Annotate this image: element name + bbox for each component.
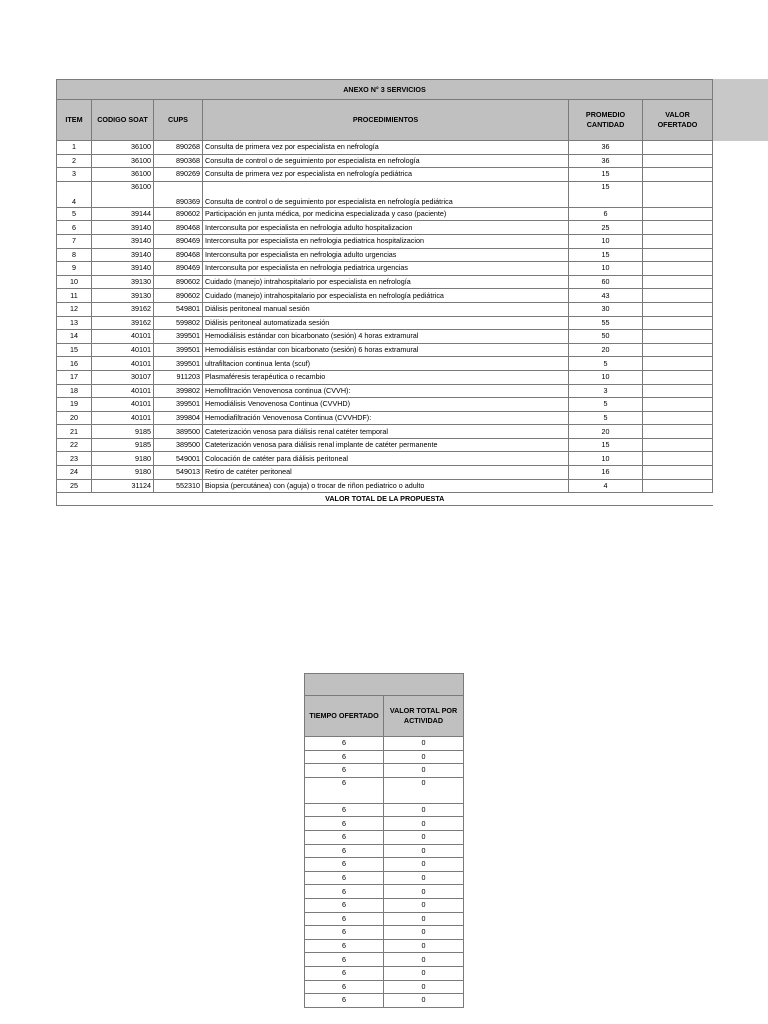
header-valor-ofertado: VALOR OFERTADO bbox=[643, 100, 713, 141]
services-table bbox=[56, 79, 713, 506]
sub-table-row bbox=[305, 830, 464, 844]
procedimiento-cell: Cuidado (manejo) intrahospitalario por especialista en nefrología pediátrica bbox=[203, 289, 569, 303]
cups-cell: 399804 bbox=[154, 411, 203, 425]
promedio-cantidad-cell: 30 bbox=[569, 302, 643, 316]
item-cell: 23 bbox=[57, 452, 92, 466]
table-row bbox=[57, 384, 713, 398]
procedimiento-cell: ultrafiltacion continua lenta (scuf) bbox=[203, 357, 569, 371]
item-cell: 14 bbox=[57, 330, 92, 344]
cups-cell: 552310 bbox=[154, 479, 203, 493]
tiempo-ofertado-cell: 6 bbox=[305, 898, 384, 912]
valor-ofertado-cell bbox=[643, 141, 713, 155]
promedio-cantidad-cell: 10 bbox=[569, 262, 643, 276]
promedio-cantidad-cell: 10 bbox=[569, 452, 643, 466]
codigo-soat-cell: 39162 bbox=[92, 302, 154, 316]
valor-total-cell: 0 bbox=[384, 750, 464, 764]
promedio-cantidad-cell: 15 bbox=[569, 248, 643, 262]
item-cell: 15 bbox=[57, 343, 92, 357]
procedimiento-cell: Cateterización venosa para diálisis renal catéter temporal bbox=[203, 425, 569, 439]
procedimiento-cell: Consulta de primera vez por especialista en nefrología pediátrica bbox=[203, 168, 569, 182]
procedimiento-cell: Hemodiálisis estándar con bicarbonato (sesión) 4 horas extramural bbox=[203, 330, 569, 344]
table-row bbox=[57, 357, 713, 371]
codigo-soat-cell: 39144 bbox=[92, 207, 154, 221]
valor-ofertado-cell bbox=[643, 248, 713, 262]
cups-cell: 399501 bbox=[154, 330, 203, 344]
procedimiento-cell: Hemodiafiltración Venovenosa Continua (CVVHDF): bbox=[203, 411, 569, 425]
sub-table-row bbox=[305, 817, 464, 831]
tiempo-ofertado-cell: 6 bbox=[305, 994, 384, 1008]
promedio-cantidad-cell: 10 bbox=[569, 370, 643, 384]
tiempo-ofertado-cell: 6 bbox=[305, 844, 384, 858]
valor-ofertado-cell bbox=[643, 168, 713, 182]
tiempo-ofertado-cell: 6 bbox=[305, 980, 384, 994]
cups-cell: 890468 bbox=[154, 248, 203, 262]
item-cell: 7 bbox=[57, 234, 92, 248]
tiempo-ofertado-cell: 6 bbox=[305, 750, 384, 764]
cups-cell: 890368 bbox=[154, 154, 203, 168]
codigo-soat-cell: 9185 bbox=[92, 425, 154, 439]
item-cell: 20 bbox=[57, 411, 92, 425]
promedio-cantidad-cell: 15 bbox=[569, 181, 643, 207]
cups-cell: 890469 bbox=[154, 234, 203, 248]
cups-cell: 399501 bbox=[154, 343, 203, 357]
sub-table-row bbox=[305, 994, 464, 1008]
item-cell: 21 bbox=[57, 425, 92, 439]
valor-total-cell: 0 bbox=[384, 777, 464, 803]
codigo-soat-cell: 36100 bbox=[92, 181, 154, 207]
procedimiento-cell: Hemofiltración Venovenosa continua (CVVH): bbox=[203, 384, 569, 398]
codigo-soat-cell: 40101 bbox=[92, 384, 154, 398]
promedio-cantidad-cell: 3 bbox=[569, 384, 643, 398]
item-cell: 6 bbox=[57, 221, 92, 235]
valor-total-cell: 0 bbox=[384, 830, 464, 844]
tiempo-ofertado-cell: 6 bbox=[305, 817, 384, 831]
codigo-soat-cell: 36100 bbox=[92, 168, 154, 182]
time-value-table bbox=[304, 673, 464, 1008]
valor-ofertado-cell bbox=[643, 398, 713, 412]
valor-total-cell: 0 bbox=[384, 871, 464, 885]
procedimiento-cell: Cateterización venosa para diálisis renal implante de catéter permanente bbox=[203, 438, 569, 452]
cups-cell: 890469 bbox=[154, 262, 203, 276]
sub-table-row bbox=[305, 764, 464, 778]
valor-total-cell: 0 bbox=[384, 817, 464, 831]
valor-total-cell: 0 bbox=[384, 912, 464, 926]
valor-total-cell: 0 bbox=[384, 994, 464, 1008]
item-cell: 9 bbox=[57, 262, 92, 276]
codigo-soat-cell: 36100 bbox=[92, 154, 154, 168]
table-row bbox=[57, 289, 713, 303]
header-promedio-cantidad: PROMEDIO CANTIDAD bbox=[569, 100, 643, 141]
promedio-cantidad-cell: 43 bbox=[569, 289, 643, 303]
table-row bbox=[57, 141, 713, 155]
table-row bbox=[57, 343, 713, 357]
codigo-soat-cell: 39130 bbox=[92, 289, 154, 303]
item-cell: 17 bbox=[57, 370, 92, 384]
item-cell: 11 bbox=[57, 289, 92, 303]
cups-cell: 890269 bbox=[154, 168, 203, 182]
cups-cell: 389500 bbox=[154, 425, 203, 439]
tiempo-ofertado-cell: 6 bbox=[305, 777, 384, 803]
table-row bbox=[57, 330, 713, 344]
promedio-cantidad-cell: 36 bbox=[569, 154, 643, 168]
valor-ofertado-cell bbox=[643, 438, 713, 452]
procedimiento-cell: Consulta de control o de seguimiento por especialista en nefrología pediátrica bbox=[203, 181, 569, 207]
procedimiento-cell: Plasmaféresis terapéutica o recambio bbox=[203, 370, 569, 384]
item-cell: 12 bbox=[57, 302, 92, 316]
table-row bbox=[57, 181, 713, 207]
item-cell: 18 bbox=[57, 384, 92, 398]
procedimiento-cell: Interconsulta por especialista en nefrologia pediatrica urgencias bbox=[203, 262, 569, 276]
item-cell: 24 bbox=[57, 466, 92, 480]
sub-table-row bbox=[305, 844, 464, 858]
promedio-cantidad-cell: 55 bbox=[569, 316, 643, 330]
tiempo-ofertado-cell: 6 bbox=[305, 871, 384, 885]
cups-cell: 399802 bbox=[154, 384, 203, 398]
table-row bbox=[57, 438, 713, 452]
item-cell: 19 bbox=[57, 398, 92, 412]
valor-ofertado-cell bbox=[643, 425, 713, 439]
table-title: ANEXO N° 3 SERVICIOS bbox=[57, 80, 713, 100]
sub-table-row bbox=[305, 912, 464, 926]
table-row bbox=[57, 207, 713, 221]
promedio-cantidad-cell: 5 bbox=[569, 411, 643, 425]
cups-cell: 911203 bbox=[154, 370, 203, 384]
cups-cell: 389500 bbox=[154, 438, 203, 452]
valor-ofertado-cell bbox=[643, 370, 713, 384]
tiempo-ofertado-cell: 6 bbox=[305, 803, 384, 817]
procedimiento-cell: Biopsia (percutánea) con (aguja) o trocar de riñon pediatrico o adulto bbox=[203, 479, 569, 493]
sub-table-row bbox=[305, 926, 464, 940]
procedimiento-cell: Consulta de primera vez por especialista en nefrología bbox=[203, 141, 569, 155]
sub-table-row bbox=[305, 953, 464, 967]
column-header-row bbox=[57, 100, 713, 141]
gray-side-block bbox=[712, 79, 768, 141]
tiempo-ofertado-cell: 6 bbox=[305, 830, 384, 844]
item-cell: 13 bbox=[57, 316, 92, 330]
cups-cell: 890602 bbox=[154, 207, 203, 221]
sub-table-row bbox=[305, 803, 464, 817]
codigo-soat-cell: 39130 bbox=[92, 275, 154, 289]
valor-total-cell: 0 bbox=[384, 966, 464, 980]
promedio-cantidad-cell: 50 bbox=[569, 330, 643, 344]
valor-total-cell: 0 bbox=[384, 898, 464, 912]
table-title-row bbox=[57, 80, 713, 100]
tiempo-ofertado-cell: 6 bbox=[305, 953, 384, 967]
procedimiento-cell: Interconsulta por especialista en nefrologia adulto hospitalizacion bbox=[203, 221, 569, 235]
codigo-soat-cell: 9180 bbox=[92, 452, 154, 466]
codigo-soat-cell: 39140 bbox=[92, 248, 154, 262]
codigo-soat-cell: 39140 bbox=[92, 221, 154, 235]
promedio-cantidad-cell: 5 bbox=[569, 357, 643, 371]
tiempo-ofertado-cell: 6 bbox=[305, 966, 384, 980]
table-row bbox=[57, 316, 713, 330]
sub-table-row bbox=[305, 737, 464, 751]
valor-total-cell: 0 bbox=[384, 885, 464, 899]
valor-ofertado-cell bbox=[643, 316, 713, 330]
valor-total-cell: 0 bbox=[384, 926, 464, 940]
header-cups: CUPS bbox=[154, 100, 203, 141]
table-row bbox=[57, 221, 713, 235]
valor-ofertado-cell bbox=[643, 289, 713, 303]
cups-cell: 549001 bbox=[154, 452, 203, 466]
item-cell: 22 bbox=[57, 438, 92, 452]
valor-total-cell: 0 bbox=[384, 844, 464, 858]
promedio-cantidad-cell: 20 bbox=[569, 343, 643, 357]
codigo-soat-cell: 31124 bbox=[92, 479, 154, 493]
codigo-soat-cell: 40101 bbox=[92, 357, 154, 371]
codigo-soat-cell: 30107 bbox=[92, 370, 154, 384]
cups-cell: 890468 bbox=[154, 221, 203, 235]
header-item: ITEM bbox=[57, 100, 92, 141]
cups-cell: 890602 bbox=[154, 289, 203, 303]
promedio-cantidad-cell: 10 bbox=[569, 234, 643, 248]
item-cell: 16 bbox=[57, 357, 92, 371]
valor-ofertado-cell bbox=[643, 343, 713, 357]
procedimiento-cell: Hemodiálisis estándar con bicarbonato (sesión) 6 horas extramural bbox=[203, 343, 569, 357]
procedimiento-cell: Consulta de control o de seguimiento por especialista en nefrología bbox=[203, 154, 569, 168]
codigo-soat-cell: 36100 bbox=[92, 141, 154, 155]
item-cell: 5 bbox=[57, 207, 92, 221]
valor-total-cell: 0 bbox=[384, 939, 464, 953]
header-codigo-soat: CODIGO SOAT bbox=[92, 100, 154, 141]
header-valor-total-actividad: VALOR TOTAL POR ACTIVIDAD bbox=[384, 696, 464, 737]
sub-table-row bbox=[305, 898, 464, 912]
promedio-cantidad-cell: 5 bbox=[569, 398, 643, 412]
valor-ofertado-cell bbox=[643, 262, 713, 276]
valor-ofertado-cell bbox=[643, 411, 713, 425]
table-row bbox=[57, 262, 713, 276]
codigo-soat-cell: 39140 bbox=[92, 234, 154, 248]
item-cell: 10 bbox=[57, 275, 92, 289]
procedimiento-cell: Interconsulta por especialista en nefrologia adulto urgencias bbox=[203, 248, 569, 262]
tiempo-ofertado-cell: 6 bbox=[305, 926, 384, 940]
valor-ofertado-cell bbox=[643, 275, 713, 289]
cups-cell: 890268 bbox=[154, 141, 203, 155]
valor-ofertado-cell bbox=[643, 181, 713, 207]
table-row bbox=[57, 398, 713, 412]
sub-table-top-row bbox=[305, 674, 464, 696]
item-cell: 1 bbox=[57, 141, 92, 155]
procedimiento-cell: Hemodiálisis Venovenosa Continua (CVVHD) bbox=[203, 398, 569, 412]
table-row bbox=[57, 302, 713, 316]
promedio-cantidad-cell: 20 bbox=[569, 425, 643, 439]
codigo-soat-cell: 39140 bbox=[92, 262, 154, 276]
sub-header-row bbox=[305, 696, 464, 737]
procedimiento-cell: Diálisis peritoneal automatizada sesión bbox=[203, 316, 569, 330]
item-cell: 3 bbox=[57, 168, 92, 182]
valor-ofertado-cell bbox=[643, 357, 713, 371]
promedio-cantidad-cell: 60 bbox=[569, 275, 643, 289]
tiempo-ofertado-cell: 6 bbox=[305, 939, 384, 953]
valor-ofertado-cell bbox=[643, 154, 713, 168]
valor-total-cell: 0 bbox=[384, 858, 464, 872]
item-cell: 2 bbox=[57, 154, 92, 168]
cups-cell: 890369 bbox=[154, 181, 203, 207]
valor-total-cell: 0 bbox=[384, 803, 464, 817]
table-row bbox=[57, 248, 713, 262]
codigo-soat-cell: 40101 bbox=[92, 330, 154, 344]
codigo-soat-cell: 40101 bbox=[92, 411, 154, 425]
cups-cell: 399501 bbox=[154, 398, 203, 412]
valor-ofertado-cell bbox=[643, 479, 713, 493]
sub-table-row bbox=[305, 858, 464, 872]
tiempo-ofertado-cell: 6 bbox=[305, 858, 384, 872]
codigo-soat-cell: 39162 bbox=[92, 316, 154, 330]
valor-ofertado-cell bbox=[643, 221, 713, 235]
table-row bbox=[57, 466, 713, 480]
table-row bbox=[57, 411, 713, 425]
valor-total-cell: 0 bbox=[384, 764, 464, 778]
valor-ofertado-cell bbox=[643, 466, 713, 480]
sub-table-row bbox=[305, 939, 464, 953]
codigo-soat-cell: 40101 bbox=[92, 398, 154, 412]
cups-cell: 549013 bbox=[154, 466, 203, 480]
codigo-soat-cell: 9180 bbox=[92, 466, 154, 480]
valor-ofertado-cell bbox=[643, 302, 713, 316]
sub-table-row bbox=[305, 750, 464, 764]
procedimiento-cell: Participación en junta médica, por medicina especializada y caso (paciente) bbox=[203, 207, 569, 221]
valor-total-cell: 0 bbox=[384, 737, 464, 751]
valor-ofertado-cell bbox=[643, 207, 713, 221]
tiempo-ofertado-cell: 6 bbox=[305, 912, 384, 926]
table-row bbox=[57, 479, 713, 493]
sub-table-row bbox=[305, 871, 464, 885]
promedio-cantidad-cell: 25 bbox=[569, 221, 643, 235]
item-cell: 4 bbox=[57, 181, 92, 207]
promedio-cantidad-cell: 4 bbox=[569, 479, 643, 493]
cups-cell: 549801 bbox=[154, 302, 203, 316]
promedio-cantidad-cell: 36 bbox=[569, 141, 643, 155]
cups-cell: 890602 bbox=[154, 275, 203, 289]
valor-total-cell: 0 bbox=[384, 980, 464, 994]
total-row bbox=[57, 493, 713, 506]
promedio-cantidad-cell: 6 bbox=[569, 207, 643, 221]
item-cell: 25 bbox=[57, 479, 92, 493]
valor-ofertado-cell bbox=[643, 452, 713, 466]
table-row bbox=[57, 154, 713, 168]
valor-total-cell: 0 bbox=[384, 953, 464, 967]
valor-ofertado-cell bbox=[643, 330, 713, 344]
item-cell: 8 bbox=[57, 248, 92, 262]
tiempo-ofertado-cell: 6 bbox=[305, 737, 384, 751]
procedimiento-cell: Diálisis peritoneal manual sesión bbox=[203, 302, 569, 316]
tiempo-ofertado-cell: 6 bbox=[305, 764, 384, 778]
sub-table-row bbox=[305, 885, 464, 899]
codigo-soat-cell: 9185 bbox=[92, 438, 154, 452]
sub-table-row bbox=[305, 966, 464, 980]
valor-ofertado-cell bbox=[643, 384, 713, 398]
procedimiento-cell: Cuidado (manejo) intrahospitalario por especialista en nefrología bbox=[203, 275, 569, 289]
table-row bbox=[57, 425, 713, 439]
cups-cell: 399501 bbox=[154, 357, 203, 371]
sub-table-row bbox=[305, 980, 464, 994]
promedio-cantidad-cell: 15 bbox=[569, 168, 643, 182]
table-row bbox=[57, 234, 713, 248]
tiempo-ofertado-cell: 6 bbox=[305, 885, 384, 899]
procedimiento-cell: Interconsulta por especialista en nefrologia pediatrica hospitalizacion bbox=[203, 234, 569, 248]
header-tiempo-ofertado: TIEMPO OFERTADO bbox=[305, 696, 384, 737]
header-procedimientos: PROCEDIMIENTOS bbox=[203, 100, 569, 141]
table-row bbox=[57, 370, 713, 384]
codigo-soat-cell: 40101 bbox=[92, 343, 154, 357]
table-row bbox=[57, 275, 713, 289]
table-row bbox=[57, 452, 713, 466]
sub-table-row bbox=[305, 777, 464, 803]
valor-ofertado-cell bbox=[643, 234, 713, 248]
cups-cell: 599802 bbox=[154, 316, 203, 330]
procedimiento-cell: Retiro de catéter peritoneal bbox=[203, 466, 569, 480]
total-label: VALOR TOTAL DE LA PROPUESTA bbox=[57, 493, 713, 506]
procedimiento-cell: Colocación de catéter para diálisis peritoneal bbox=[203, 452, 569, 466]
promedio-cantidad-cell: 16 bbox=[569, 466, 643, 480]
promedio-cantidad-cell: 15 bbox=[569, 438, 643, 452]
table-row bbox=[57, 168, 713, 182]
